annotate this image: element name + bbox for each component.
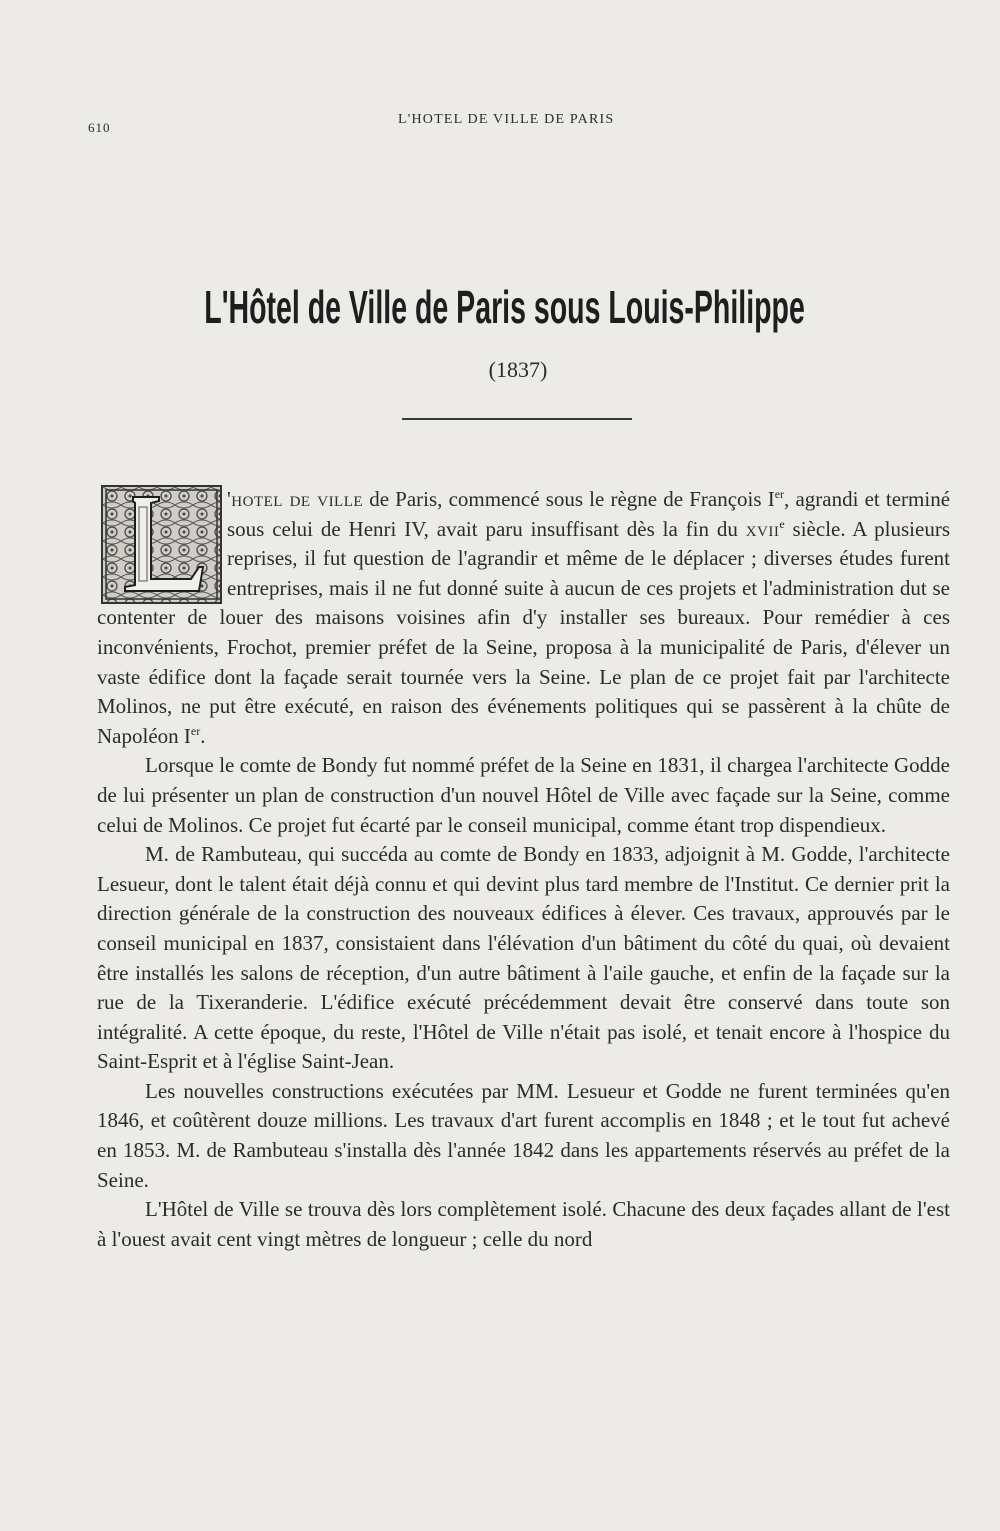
title-divider: [402, 418, 632, 420]
paragraph-3: M. de Rambuteau, qui succéda au comte de Bondy en 1833, adjoignit à M. Godde, l'architecte Lesueur, dont le talent était déjà connu et qui devint plus tard membre de l'Institut. Ce dernier prit la direction générale de la construction des nouveaux édifices à élever. Ces travaux, approuvés par le conseil municipal en 1837, consistaient dans l'élévation d'un bâtiment du côté du quai, où devaient être installés les salons de réception, d'un autre bâtiment à l'aile gauche, et enfin de la façade sur la rue de la Tixeranderie. L'édifice exécuté précédemment devait être conservé dans toute son intégralité. A cette époque, du reste, l'Hôtel de Ville n'était pas isolé, et tenait encore à l'hospice du Saint-Esprit et à l'église Saint-Jean.: [97, 842, 950, 1074]
paragraph-text: .: [200, 723, 206, 748]
superscript: er: [774, 487, 785, 501]
superscript: e: [779, 516, 785, 531]
chapter-year: (1837): [488, 357, 548, 382]
paragraph-2: Lorsque le comte de Bondy fut nommé préfet de la Seine en 1831, il chargea l'architecte Godde de lui présenter un plan de construction d'un nouvel Hôtel de Ville avec façade sur la Seine, comme celui de Molinos. Ce projet fut écarté par le conseil municipal, comme étant trop dispendieux.: [97, 753, 950, 837]
running-head: [88, 112, 958, 136]
paragraph-text: , agrandi et terminé sous celui de Henri IV, avait paru insuffisant dès la fin du: [227, 487, 951, 541]
century-numeral: xvii: [745, 516, 780, 541]
paragraph-text: siècle. A plusieurs reprises, il fut question de l'agrandir et même de le déplacer ; diverses études furent entreprises, mais il ne fut donné suite à aucun de ces projets et l'administration dut se contenter de louer des maisons voisines afin d'y installer ses bureaux. Pour remédier à ces inconvénients, Frochot, premier préfet de la Seine, proposa à la municipalité de Paris, d'élever un vaste édifice dont la façade serait tournée vers la Seine. Le plan de ce projet fait par l'architecte Molinos, ne put être exécuté, en raison des événements politiques qui se passèrent à la chûte de Napoléon I: [97, 516, 950, 748]
dropcap-space: [97, 485, 227, 599]
paragraph-1: [97, 485, 950, 751]
running-title: L'HOTEL DE VILLE DE PARIS: [398, 112, 615, 127]
paragraph-text: de Paris, commencé sous le règne de François I: [363, 487, 775, 511]
superscript: er: [190, 723, 201, 738]
paragraph-4: Les nouvelles constructions exécutées par MM. Lesueur et Godde ne furent terminées qu'en 1846, et coûtèrent douze millions. Les travaux d'art furent accomplis en 1848 ; et le tout fut achevé en 1853. M. de Rambuteau s'installa dès l'année 1842 dans les appartements réservés au préfet de la Seine.: [97, 1078, 950, 1192]
lead-in-smallcaps: 'hotel de ville: [227, 487, 364, 511]
chapter-title: L'Hôtel de Ville de Paris sous Louis-Philippe: [204, 281, 805, 333]
paragraph-5: L'Hôtel de Ville se trouva dès lors complètement isolé. Chacune des deux façades allant de l'est à l'ouest avait cent vingt mètres de longueur ; celle du nord: [97, 1197, 950, 1251]
body-text: [97, 485, 950, 1254]
page-number: 610: [88, 120, 111, 135]
